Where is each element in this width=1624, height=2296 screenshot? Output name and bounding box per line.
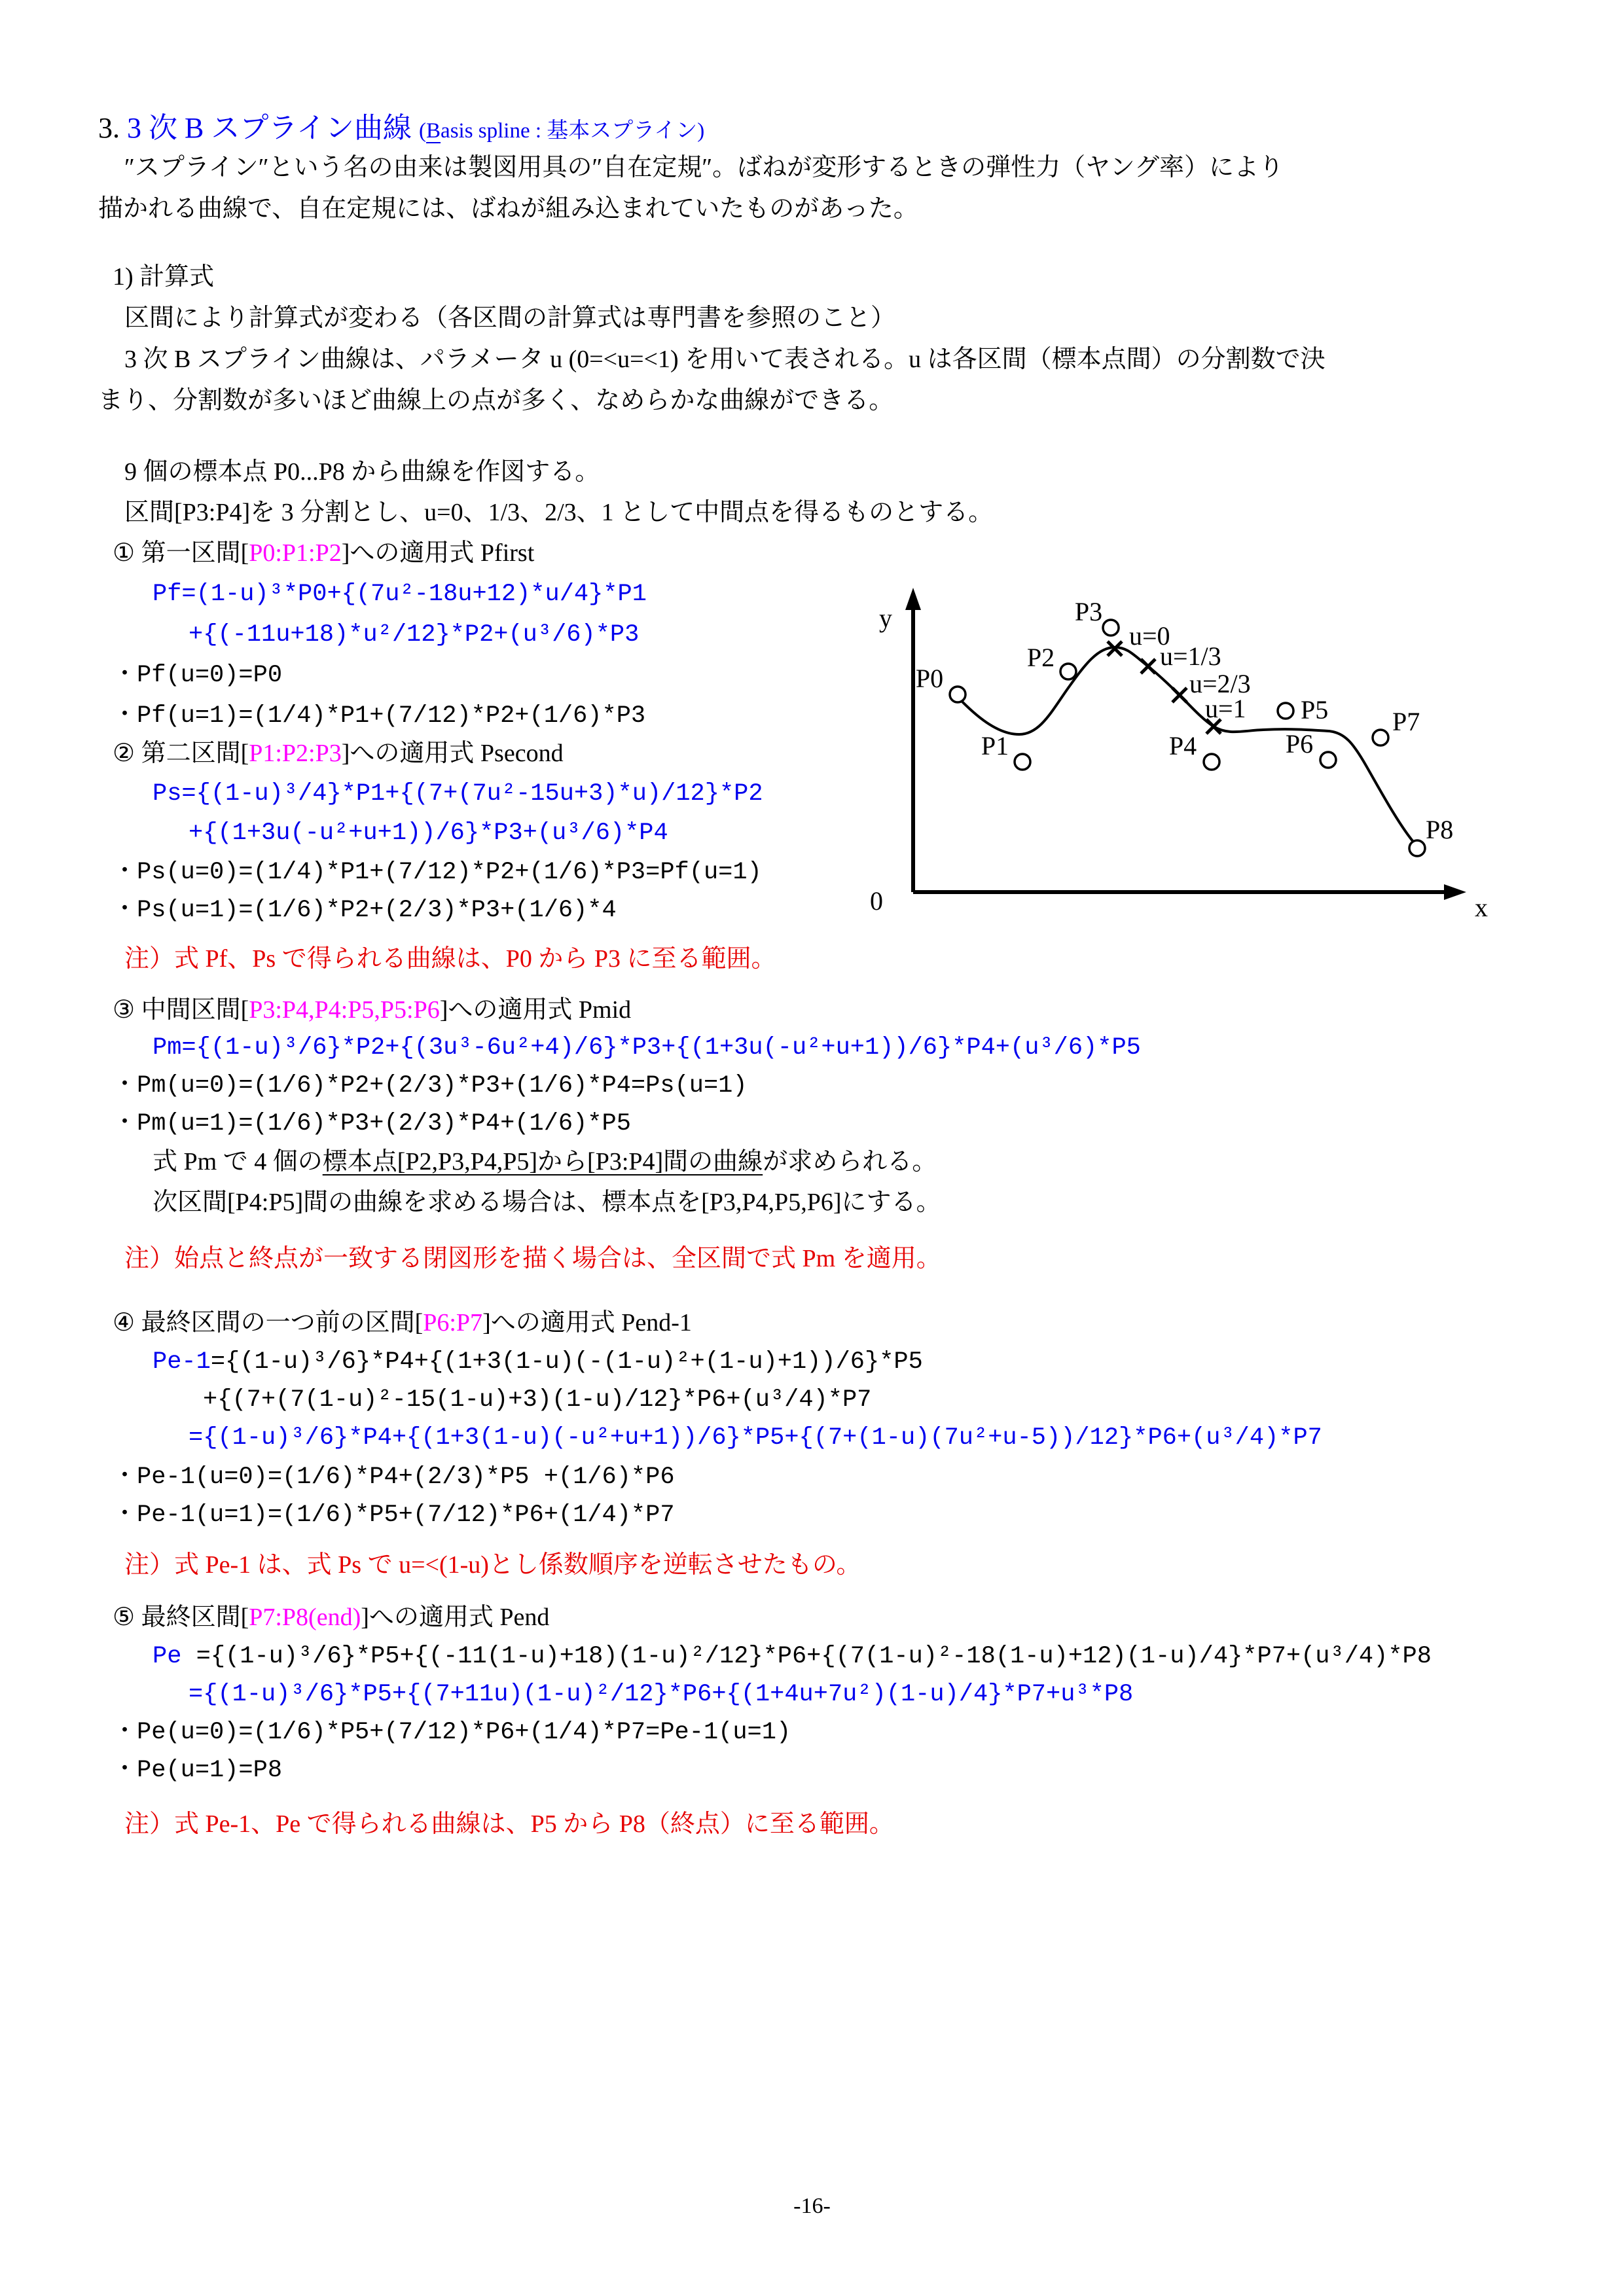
text-segment: 注）式 Pe-1、Pe で得られる曲線は、P5 から P8（終点）に至る範囲。 xyxy=(124,1810,894,1838)
point-label-P6: P6 xyxy=(1285,729,1314,759)
text-segment: P3:P4,P4:P5,P5:P6 xyxy=(249,996,440,1024)
text-line xyxy=(153,779,763,809)
text-segment: Ps={(1-u)³/4}*P1+{(7+(7u²-15u+3)*u)/12}*P2 xyxy=(153,780,763,808)
text-line xyxy=(124,497,993,529)
note-1 xyxy=(124,944,776,975)
sample-point-P7 xyxy=(1373,730,1388,745)
point-label-P2: P2 xyxy=(1026,643,1055,672)
text-segment: Pe xyxy=(153,1643,196,1670)
sample-point-P5 xyxy=(1278,703,1293,719)
text-line xyxy=(98,194,918,225)
text-segment: 区間[P3:P4]を 3 分割とし、u=0、1/3、2/3、1 として中間点を得るものとする。 xyxy=(124,499,994,526)
text-segment: ・Pf(u=0)=P0 xyxy=(113,662,283,689)
text-segment: ={(1-u)³/6}*P5+{(-11(1-u)+18)(1-u)²/12}*P6+{(7(1-u)²-18(1-u)+12)(1-u)/4}*P7+(u³/4)*P8 xyxy=(196,1643,1432,1670)
sample-point-P0 xyxy=(950,687,965,702)
text-segment: 3 次 B スプライン曲線 xyxy=(127,112,420,144)
note-2 xyxy=(124,1244,941,1275)
text-segment: Pf=(1-u)³*P0+{(7u²-18u+12)*u/4}*P1 xyxy=(153,581,647,608)
text-segment: P7:P8(end) xyxy=(249,1604,361,1631)
text-segment: ① 第一区間[ xyxy=(113,539,249,567)
sample-point-P4 xyxy=(1204,754,1219,770)
text-line xyxy=(153,1033,1141,1063)
axis-label: x xyxy=(1475,893,1488,922)
text-segment: ⑤ 最終区間[ xyxy=(113,1604,249,1631)
text-segment: ・Pm(u=0)=(1/6)*P2+(2/3)*P3+(1/6)*P4=Ps(u=1) xyxy=(113,1072,748,1100)
text-segment: +{(7+(7(1-u)²-15(1-u)+3)(1-u)/12}*P6+(u³/4)*P7 xyxy=(203,1386,872,1414)
text-line xyxy=(113,1109,631,1139)
sample-point-P8 xyxy=(1409,840,1425,856)
text-line xyxy=(153,579,647,609)
text-segment: asis spline : 基本スプライン) xyxy=(441,119,705,143)
text-line xyxy=(203,1385,871,1415)
section-1-heading xyxy=(113,262,214,293)
text-segment: 区間により計算式が変わる（各区間の計算式は専門書を参照のこと） xyxy=(124,304,896,332)
text-line xyxy=(124,152,1284,184)
text-segment: ″スプライン″という名の由来は製図用具の″自在定規″。ばねが変形するときの弾性力（ヤング率）により xyxy=(124,154,1284,181)
text-segment: ・Pf(u=1)=(1/4)*P1+(7/12)*P2+(1/6)*P3 xyxy=(113,702,646,730)
page-title xyxy=(98,110,704,146)
text-segment: が求められる。 xyxy=(763,1148,937,1175)
text-segment: 式 Pm で 4 個の xyxy=(153,1148,323,1175)
text-segment: ② 第二区間[ xyxy=(113,740,249,767)
text-segment: +{(-11u+18)*u²/12}*P2+(u³/6)*P3 xyxy=(189,621,640,649)
text-line xyxy=(124,303,895,334)
point-label-P5: P5 xyxy=(1301,695,1329,725)
text-line xyxy=(153,1641,1432,1672)
text-segment: 次区間[P4:P5]間の曲線を求める場合は、標本点を[P3,P4,P5,P6]にする。 xyxy=(153,1189,941,1216)
text-segment: ]への適用式 Pend-1 xyxy=(482,1309,692,1336)
point-label-P0: P0 xyxy=(915,664,944,693)
u-marker-label: u=2/3 xyxy=(1189,669,1251,698)
text-segment: ・Ps(u=0)=(1/4)*P1+(7/12)*P2+(1/6)*P3=Pf(u=1) xyxy=(113,859,762,886)
text-segment: 注）始点と終点が一致する閉図形を描く場合は、全区間で式 Pm を適用。 xyxy=(124,1245,941,1272)
axis-label: 0 xyxy=(870,886,883,916)
u-marker-label: u=1 xyxy=(1205,694,1246,723)
note-4 xyxy=(124,1809,894,1840)
text-line xyxy=(113,660,282,691)
underlined-text: B xyxy=(426,119,441,143)
text-segment: 注）式 Pf、Ps で得られる曲線は、P0 から P3 に至る範囲。 xyxy=(124,945,776,973)
section-maru4-heading xyxy=(113,1308,692,1339)
text-segment: ・Pm(u=1)=(1/6)*P3+(2/3)*P4+(1/6)*P5 xyxy=(113,1110,631,1138)
u-marker-label: u=0 xyxy=(1129,621,1170,651)
text-line xyxy=(153,1147,937,1178)
point-label-P8: P8 xyxy=(1426,815,1454,844)
text-segment: Pe-1 xyxy=(153,1348,211,1376)
text-line xyxy=(189,1423,1322,1453)
y-axis-arrow xyxy=(905,588,921,610)
text-segment: 3. xyxy=(98,112,127,144)
page-number: -16- xyxy=(793,2194,831,2218)
text-segment: ③ 中間区間[ xyxy=(113,996,249,1024)
text-segment: ・Pe-1(u=0)=(1/6)*P4+(2/3)*P5 +(1/6)*P6 xyxy=(113,1463,675,1491)
text-segment: 1) 計算式 xyxy=(113,263,215,291)
text-segment: ={(1-u)³/6}*P4+{(1+3(1-u)(-u²+u+1))/6}*P5+{(7+(1-u)(7u²+u-5))/12}*P6+(u³/4)*P7 xyxy=(189,1424,1322,1452)
text-segment: 描かれる曲線で、自在定規には、ばねが組み込まれていたものがあった。 xyxy=(98,195,918,223)
text-segment: P0:P1:P2 xyxy=(249,539,342,567)
section-maru5-heading xyxy=(113,1602,549,1634)
text-line xyxy=(113,1755,282,1785)
text-segment: ]への適用式 Pfirst xyxy=(341,539,535,567)
x-axis-arrow xyxy=(1444,884,1466,900)
text-segment: ・Pe-1(u=1)=(1/6)*P5+(7/12)*P6+(1/4)*P7 xyxy=(113,1501,675,1529)
text-segment: 9 個の標本点 P0...P8 から曲線を作図する。 xyxy=(124,458,600,486)
text-segment: 注）式 Pe-1 は、式 Ps で u=<(1-u)とし係数順序を逆転させたもの。 xyxy=(124,1551,861,1579)
text-segment: ・Pe(u=0)=(1/6)*P5+(7/12)*P6+(1/4)*P7=Pe-1(u=1) xyxy=(113,1719,791,1746)
section-maru2-heading xyxy=(113,738,564,770)
text-segment: ④ 最終区間の一つ前の区間[ xyxy=(113,1309,424,1336)
sample-point-P6 xyxy=(1320,752,1336,768)
text-line xyxy=(153,1187,941,1219)
text-segment: P6:P7 xyxy=(423,1309,483,1336)
text-segment: 3 次 B スプライン曲線は、パラメータ u (0=<u=<1) を用いて表される。u は各区間（標本点間）の分割数で決 xyxy=(124,346,1326,373)
text-line xyxy=(113,1071,748,1101)
text-segment: ]への適用式 Pend xyxy=(361,1604,550,1631)
text-line xyxy=(113,857,762,888)
text-segment: ]への適用式 Psecond xyxy=(341,740,564,767)
text-line xyxy=(113,701,645,731)
text-segment: まり、分割数が多いほど曲線上の点が多く、なめらかな曲線ができる。 xyxy=(98,387,894,414)
text-line xyxy=(98,386,893,417)
note-3 xyxy=(124,1550,861,1581)
text-segment: ・Ps(u=1)=(1/6)*P2+(2/3)*P3+(1/6)*4 xyxy=(113,897,617,924)
text-segment: P1:P2:P3 xyxy=(249,740,342,767)
sample-point-P3 xyxy=(1103,620,1119,636)
text-segment: Pm={(1-u)³/6}*P2+{(3u³-6u²+4)/6}*P3+{(1+3u(-u²+u+1))/6}*P4+(u³/6)*P5 xyxy=(153,1034,1141,1062)
text-segment: ={(1-u)³/6}*P4+{(1+3(1-u)(-(1-u)²+(1-u)+1))/6}*P5 xyxy=(210,1348,923,1376)
sample-point-P2 xyxy=(1060,664,1076,679)
section-maru1-heading xyxy=(113,538,534,569)
text-line xyxy=(153,1347,923,1377)
section-maru3-heading xyxy=(113,995,631,1026)
u-marker-label: u=1/3 xyxy=(1160,641,1221,671)
text-line xyxy=(189,620,639,650)
axis-label: y xyxy=(879,603,892,633)
text-line xyxy=(113,1500,675,1530)
text-segment: +{(1+3u(-u²+u+1))/6}*P3+(u³/6)*P4 xyxy=(189,819,668,847)
point-label-P1: P1 xyxy=(981,731,1009,761)
underlined-text: 標本点[P2,P3,P4,P5]から[P3:P4]間の曲線 xyxy=(322,1148,763,1175)
spline-graph xyxy=(841,562,1496,922)
text-line xyxy=(189,818,668,848)
text-segment: ( xyxy=(419,119,427,143)
text-line xyxy=(124,344,1326,376)
text-segment: ={(1-u)³/6}*P5+{(7+11u)(1-u)²/12}*P6+{(1+4u+7u²)(1-u)/4}*P7+u³*P8 xyxy=(189,1681,1134,1708)
sample-point-P1 xyxy=(1015,754,1030,770)
text-line xyxy=(113,1462,675,1492)
text-segment: ]への適用式 Pmid xyxy=(439,996,632,1024)
text-line xyxy=(189,1679,1133,1710)
text-segment: ・Pe(u=1)=P8 xyxy=(113,1757,283,1784)
point-label-P7: P7 xyxy=(1392,707,1420,736)
text-line xyxy=(113,1717,791,1748)
point-label-P4: P4 xyxy=(1168,731,1197,761)
text-line xyxy=(124,457,600,488)
text-line xyxy=(113,895,617,925)
point-label-P3: P3 xyxy=(1074,597,1103,626)
